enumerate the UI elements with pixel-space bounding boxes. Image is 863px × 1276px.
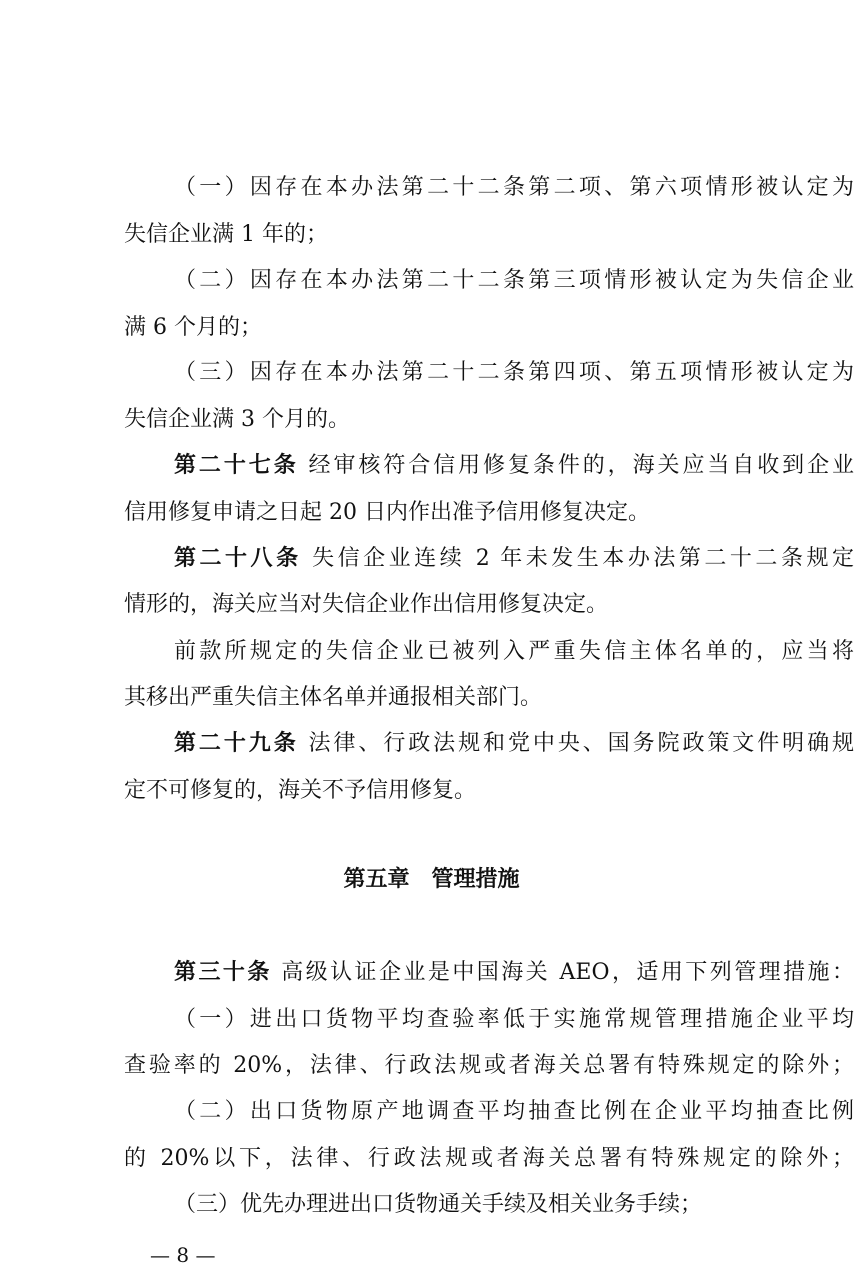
- article-text: 法律、行政法规和党中央、国务院政策文件明确规: [298, 731, 854, 756]
- paragraph-line: （二）因存在本办法第二十二条第三项情形被认定为失信企业: [174, 268, 854, 293]
- chapter-title: 第五章 管理措施: [343, 867, 520, 892]
- paragraph-line: （二）出口货物原产地调查平均抽查比例在企业平均抽查比例: [174, 1099, 854, 1124]
- article-27-line: [174, 450, 854, 482]
- paragraph-line: （一）进出口货物平均查验率低于实施常规管理措施企业平均: [174, 1007, 854, 1032]
- article-heading: 第二十九条: [174, 731, 299, 756]
- paragraph-line: 满 6 个月的；: [124, 315, 262, 340]
- paragraph-line: 定不可修复的，海关不予信用修复。: [124, 778, 477, 803]
- article-30-line: [174, 957, 854, 989]
- article-text: 失信企业连续 2 年未发生本办法第二十二条规定: [301, 546, 854, 571]
- article-heading: 第二十八条: [174, 546, 302, 571]
- article-28-line: [174, 543, 854, 575]
- paragraph-line: 信用修复申请之日起 20 日内作出准予信用修复决定。: [124, 500, 650, 525]
- paragraph-line: 失信企业满 3 个月的。: [124, 407, 350, 432]
- paragraph-line: 其移出严重失信主体名单并通报相关部门。: [124, 685, 543, 710]
- paragraph-line: 的 20%以下，法律、行政法规或者海关总署有特殊规定的除外；: [124, 1146, 854, 1171]
- paragraph-line: （一）因存在本办法第二十二条第二项、第六项情形被认定为: [174, 175, 854, 200]
- paragraph-line: （三）因存在本办法第二十二条第四项、第五项情形被认定为: [174, 360, 854, 385]
- article-heading: 第二十七条: [174, 453, 299, 478]
- article-text: 经审核符合信用修复条件的，海关应当自收到企业: [298, 453, 854, 478]
- paragraph-line: 查验率的 20%，法律、行政法规或者海关总署有特殊规定的除外；: [124, 1053, 854, 1078]
- article-text: 高级认证企业是中国海关 AEO，适用下列管理措施：: [271, 960, 854, 985]
- paragraph-line: 情形的，海关应当对失信企业作出信用修复决定。: [124, 592, 609, 617]
- article-29-line: [174, 728, 854, 760]
- paragraph-line: （三）优先办理进出口货物通关手续及相关业务手续；: [174, 1192, 703, 1217]
- paragraph-line: 失信企业满 1 年的；: [124, 222, 328, 247]
- page-number: — 8 —: [150, 1243, 216, 1267]
- article-heading: 第三十条: [174, 960, 272, 985]
- paragraph-line: 前款所规定的失信企业已被列入严重失信主体名单的，应当将: [174, 639, 854, 664]
